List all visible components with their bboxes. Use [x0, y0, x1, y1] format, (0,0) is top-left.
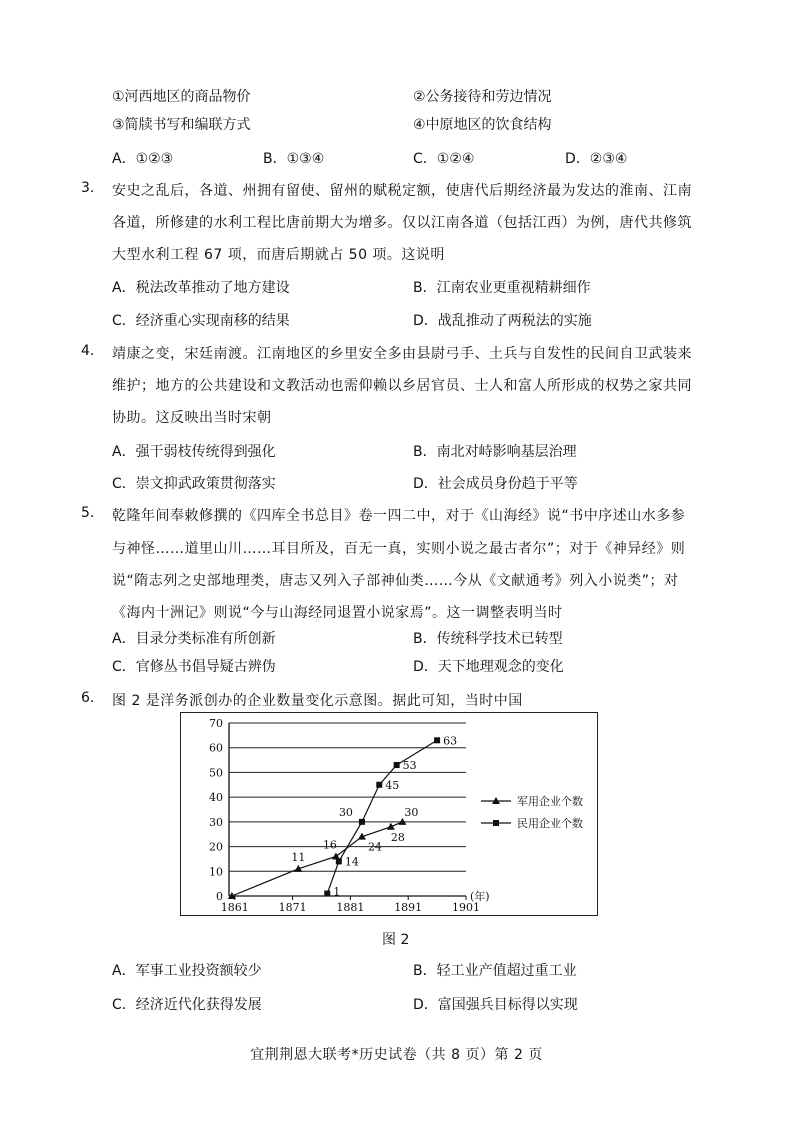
- series-1-point-4: [394, 762, 400, 768]
- series-1-label-5: 63: [443, 734, 458, 748]
- q3-option-c: C．经济重心实现南移的结果: [112, 313, 290, 329]
- series-1-point-0: [324, 891, 330, 897]
- x-tick-label-1861: 1861: [220, 901, 249, 914]
- series-1-point-5: [434, 737, 440, 743]
- q4-stem-line-3: 协助。这反映出当时宋朝: [112, 410, 272, 426]
- y-tick-label-20: 20: [209, 840, 223, 854]
- q5-option-b: B．传统科学技术已转型: [413, 631, 563, 647]
- series-1-point-2: [359, 819, 365, 825]
- series-0-label-5: 30: [404, 805, 419, 819]
- y-tick-label-70: 70: [209, 717, 223, 730]
- enterprise-count-chart: [180, 712, 598, 916]
- q2-option-a: A．①②③: [112, 151, 174, 167]
- series-0-point-4: [387, 823, 395, 830]
- q5-stem-line-3: 说“隋志列之史部地理类，唐志又列入子部神仙类……今从《文献通考》列入小说类”；对: [112, 573, 679, 589]
- q5-stem-line-1: 乾隆年间奉敕修撰的《四库全书总目》卷一四二中，对于《山海经》说“书中序述山水多参: [112, 508, 686, 524]
- x-axis-label: (年): [470, 890, 490, 903]
- q4-stem-line-2: 维护；地方的公共建设和文教活动也需仰赖以乡居官员、士人和富人所形成的权势之家共同: [112, 378, 692, 394]
- series-1-label-4: 53: [402, 759, 417, 773]
- q2-item-1: ①河西地区的商品物价: [112, 89, 251, 105]
- page-footer: 宜荆荆恩大联考*历史试卷（共 8 页）第 2 页: [250, 1047, 543, 1063]
- q4-option-a: A．强干弱枝传统得到强化: [112, 444, 276, 460]
- y-tick-label-0: 0: [216, 890, 223, 903]
- series-1-label-1: 14: [344, 855, 359, 869]
- q4-option-d: D．社会成员身份趋于平等: [413, 476, 578, 492]
- legend-label-0: 军用企业个数: [517, 795, 583, 808]
- legend-marker-1: [493, 820, 499, 826]
- x-tick-label-1881: 1881: [336, 901, 365, 914]
- q4-stem-line-1: 靖康之变，宋廷南渡。江南地区的乡里安全多由县尉弓手、土兵与自发性的民间自卫武装来: [112, 346, 692, 362]
- series-1-label-2: 30: [338, 805, 353, 819]
- series-0-label-4: 28: [390, 830, 405, 844]
- q6-option-b: B．轻工业产值超过重工业: [413, 963, 577, 979]
- q5-option-d: D．天下地理观念的变化: [413, 659, 564, 675]
- series-0-label-1: 11: [291, 850, 306, 864]
- q3-option-a: A．税法改革推动了地方建设: [112, 280, 290, 296]
- series-0-label-2: 16: [322, 838, 337, 852]
- q3-stem-line-1: 安史之乱后，各道、州拥有留使、留州的赋税定额，使唐代后期经济最为发达的淮南、江南: [112, 183, 692, 199]
- q2-item-4: ④中原地区的饮食结构: [413, 117, 552, 133]
- y-tick-label-30: 30: [209, 815, 223, 829]
- q5-stem-line-2: 与神怪……道里山川……耳目所及，百无一真，实则小说之最古者尔”；对于《神异经》则: [112, 541, 686, 557]
- series-1-label-3: 45: [385, 778, 400, 792]
- y-tick-label-40: 40: [209, 791, 223, 805]
- q3-stem-line-3: 大型水利工程 67 项，而唐后期就占 50 项。这说明: [112, 247, 445, 263]
- figure-caption: 图 2: [382, 932, 410, 948]
- q5-stem-line-4: 《海内十洲记》则说“今与山海经同退置小说家焉”。这一调整表明当时: [112, 605, 563, 621]
- series-0-point-5: [398, 818, 406, 825]
- q4-option-b: B．南北对峙影响基层治理: [413, 444, 577, 460]
- series-1-point-1: [336, 858, 342, 864]
- q2-option-b: B．①③④: [263, 151, 325, 167]
- series-1-point-3: [376, 782, 382, 788]
- y-tick-label-60: 60: [209, 741, 223, 755]
- x-tick-label-1891: 1891: [394, 901, 423, 914]
- series-line-0: [232, 822, 403, 896]
- q5-number: 5.: [81, 505, 95, 521]
- q6-option-a: A．军事工业投资额较少: [112, 963, 262, 979]
- series-1-label-0: 1: [333, 885, 341, 899]
- q3-option-b: B．江南农业更重视精耕细作: [413, 280, 591, 296]
- y-tick-label-50: 50: [209, 766, 223, 780]
- q3-number: 3.: [81, 180, 95, 196]
- q5-option-a: A．目录分类标准有所创新: [112, 631, 276, 647]
- q4-option-c: C．崇文抑武政策贯彻落实: [112, 476, 276, 492]
- y-tick-label-10: 10: [209, 865, 223, 879]
- q6-number: 6.: [81, 690, 95, 706]
- q5-option-c: C．官修丛书倡导疑古辨伪: [112, 659, 276, 675]
- q6-stem: 图 2 是洋务派创办的企业数量变化示意图。据此可知，当时中国: [112, 693, 523, 709]
- q2-option-d: D．②③④: [565, 151, 628, 167]
- chart-svg: [181, 713, 597, 915]
- q6-option-d: D．富国强兵目标得以实现: [413, 997, 578, 1013]
- q6-option-c: C．经济近代化获得发展: [112, 997, 262, 1013]
- legend-label-1: 民用企业个数: [517, 817, 583, 830]
- q3-option-d: D．战乱推动了两税法的实施: [413, 313, 592, 329]
- q3-stem-line-2: 各道，所修建的水利工程比唐前期大为增多。仅以江南各道（包括江西）为例，唐代共修筑: [112, 215, 692, 231]
- q2-item-3: ③简牍书写和编联方式: [112, 117, 251, 133]
- q2-item-2: ②公务接待和劳边情况: [413, 89, 552, 105]
- series-0-label-3: 24: [367, 840, 382, 854]
- x-tick-label-1901: 1901: [452, 901, 480, 914]
- x-tick-label-1871: 1871: [278, 901, 307, 914]
- q2-option-c: C．①②④: [413, 151, 475, 167]
- q4-number: 4.: [81, 343, 95, 359]
